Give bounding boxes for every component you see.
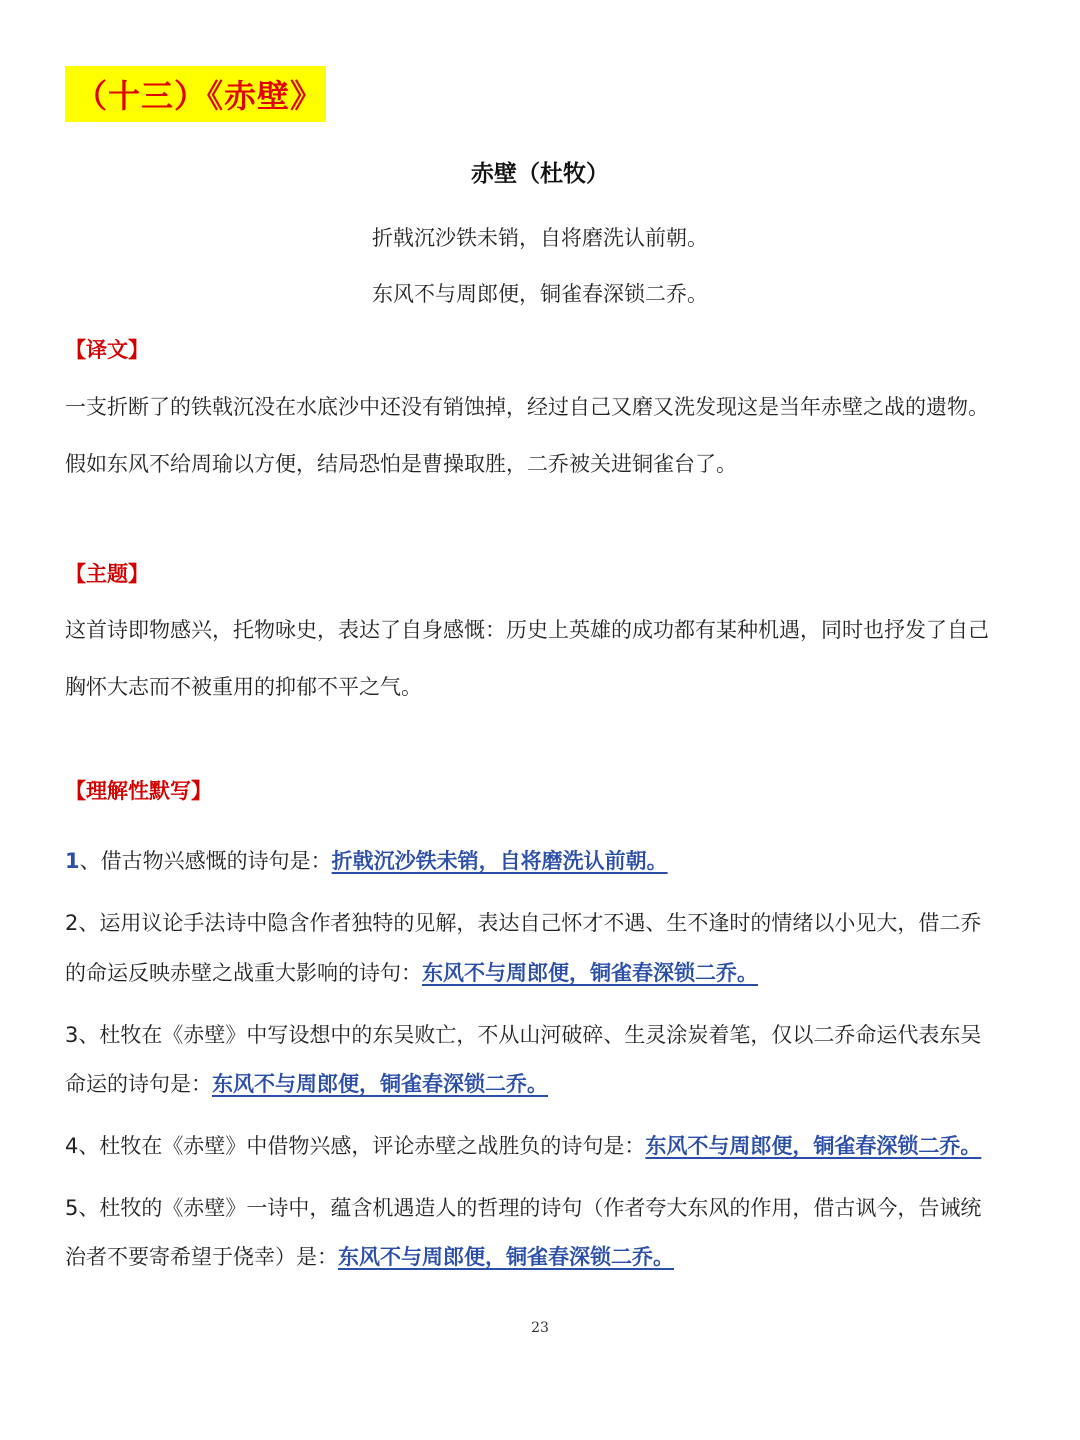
item-prompt: 、杜牧的《赤壁》一诗中，蕴含机遇造人的哲理的诗句（作者夸大东风的作用，借古讽今，告诫统 [78, 1196, 982, 1220]
dictation-item-2 [65, 907, 981, 937]
item-prompt: 、杜牧在《赤壁》中借物兴感，评论赤壁之战胜负的诗句是： [78, 1134, 646, 1158]
item-prompt: 、借古物兴感慨的诗句是： [79, 849, 332, 873]
translation-line: 一支折断了的铁戟沉没在水底沙中还没有销蚀掉，经过自己又磨又洗发现这是当年赤壁之战的遗物。 [65, 395, 989, 419]
theme-line: 这首诗即物感兴，托物咏史，表达了自身感慨：历史上英雄的成功都有某种机遇，同时也抒发了自己 [65, 618, 989, 642]
theme-line: 胸怀大志而不被重用的抑郁不平之气。 [65, 675, 422, 699]
dictation-item-2-cont [65, 957, 758, 987]
item-prompt: 治者不要寄希望于侥幸）是： [65, 1245, 338, 1269]
item-prompt: 命运的诗句是： [65, 1072, 212, 1096]
poem-line: 折戟沉沙铁未销，自将磨洗认前朝。 [372, 226, 708, 250]
dictation-item-5 [65, 1192, 981, 1222]
item-answer: 东风不与周郎便，铜雀春深锁二乔。 [645, 1134, 982, 1158]
item-number: 3 [65, 1023, 79, 1047]
item-number: 2 [65, 911, 79, 935]
dictation-heading: 【理解性默写】 [65, 779, 212, 803]
section-title: （十三）《赤壁》 [75, 77, 324, 115]
item-answer: 东风不与周郎便，铜雀春深锁二乔。 [212, 1072, 548, 1096]
item-prompt: 的命运反映赤壁之战重大影响的诗句： [65, 961, 422, 985]
item-number: 5 [65, 1196, 79, 1220]
dictation-item-5-cont [65, 1241, 674, 1271]
item-prompt: 、杜牧在《赤壁》中写设想中的东吴败亡，不从山河破碎、生灵涂炭着笔，仅以二乔命运代表东吴 [78, 1023, 982, 1047]
dictation-item-3-cont [65, 1068, 548, 1098]
item-number: 4 [65, 1134, 79, 1158]
poem-line: 东风不与周郎便，铜雀春深锁二乔。 [372, 282, 708, 306]
theme-heading: 【主题】 [65, 562, 149, 586]
item-answer: 折戟沉沙铁未销，自将磨洗认前朝。 [331, 849, 668, 873]
dictation-item-1 [65, 845, 668, 875]
dictation-item-3 [65, 1019, 981, 1049]
section-title-banner [65, 66, 326, 122]
item-prompt: 、运用议论手法诗中隐含作者独特的见解，表达自己怀才不遇、生不逢时的情绪以小见大，借二乔 [78, 911, 982, 935]
page-number: 23 [531, 1320, 549, 1336]
translation-line: 假如东风不给周瑜以方便，结局恐怕是曹操取胜，二乔被关进铜雀台了。 [65, 452, 737, 476]
poem-title: 赤壁（杜牧） [471, 161, 609, 187]
item-answer: 东风不与周郎便，铜雀春深锁二乔。 [422, 961, 758, 985]
dictation-item-4 [65, 1130, 981, 1160]
item-answer: 东风不与周郎便，铜雀春深锁二乔。 [338, 1245, 674, 1269]
item-number: 1 [65, 849, 80, 873]
translation-heading: 【译文】 [65, 338, 149, 362]
